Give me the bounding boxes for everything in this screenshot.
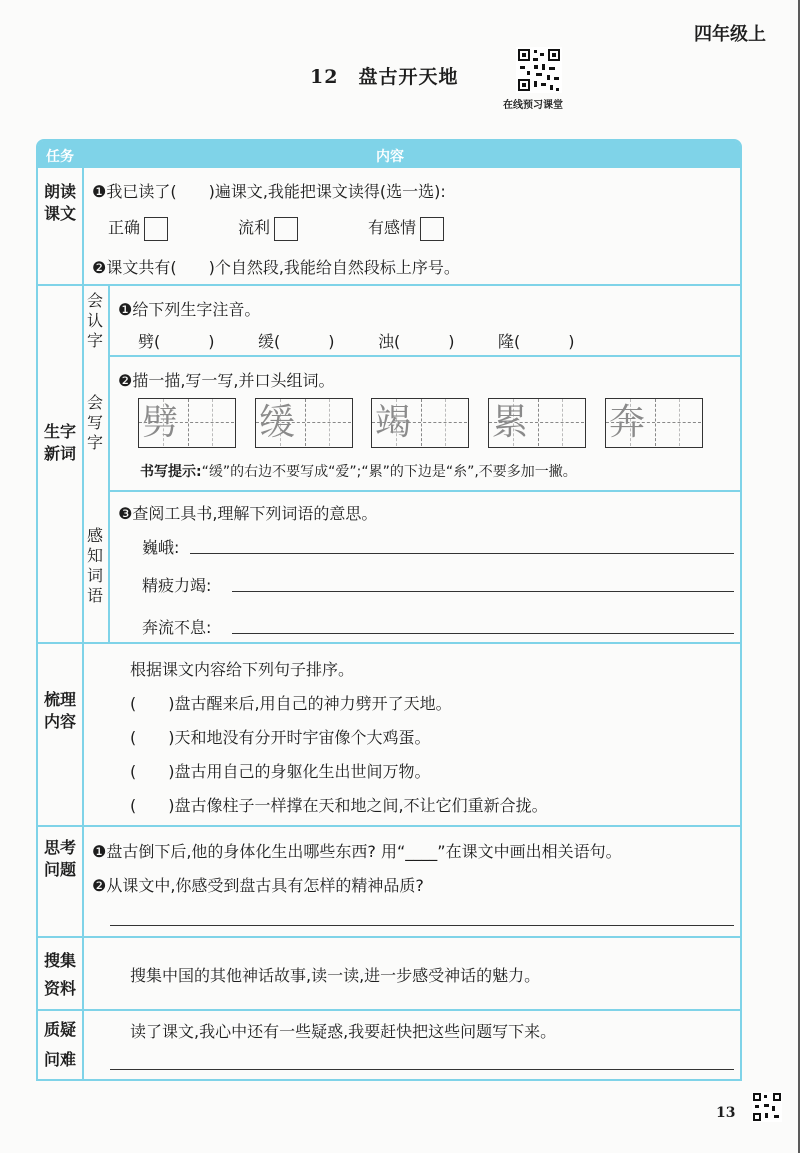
label-collect: 搜集资料 (43, 951, 76, 998)
option-label: 正确 (108, 218, 141, 237)
term: 精疲力竭: (142, 576, 212, 595)
page-number: 13 (716, 1105, 736, 1121)
write-question: ❷描一描,写一写,并口头组词。 (118, 371, 335, 390)
lesson-number: 12 (310, 66, 339, 88)
option-fluent (238, 215, 298, 241)
trace-char: 累 (492, 402, 529, 443)
sort-item[interactable]: ( )盘古醒来后,用自己的神力劈开了天地。 (130, 694, 452, 713)
sort-item[interactable]: ( )盘古用自己的身躯化生出世间万物。 (130, 762, 431, 781)
sublabel-write: 会写字 (86, 393, 103, 452)
term: 奔流不息: (142, 618, 212, 637)
trace-char: 缓 (259, 402, 296, 443)
sort-item[interactable]: ( )天和地没有分开时宇宙像个大鸡蛋。 (130, 728, 431, 747)
qr-code-icon[interactable] (752, 1092, 782, 1122)
option-emotion (368, 215, 444, 241)
trace-char: 劈 (142, 402, 179, 443)
sublabel-perceive: 感知词语 (86, 526, 103, 605)
perceive-question: ❸查阅工具书,理解下列词语的意思。 (118, 504, 378, 523)
checkbox[interactable] (274, 217, 298, 241)
option-label: 有感情 (368, 218, 417, 237)
qr-caption: 在线预习课堂 (503, 100, 563, 111)
label-reading: 朗读课文 (43, 182, 76, 223)
row-divider (38, 284, 740, 286)
label-sort: 梳理内容 (43, 690, 76, 731)
tip-label: 书写提示: (140, 464, 202, 480)
row-divider (38, 936, 740, 938)
answer-line[interactable] (232, 633, 734, 634)
worksheet-table (36, 139, 742, 1081)
think-q2: ❷从课文中,你感受到盘古具有怎样的精神品质? (92, 876, 424, 895)
page-title (310, 62, 458, 89)
writing-tip (140, 461, 577, 481)
sublabel-recognize: 会认字 (86, 291, 103, 350)
trace-char: 奔 (609, 402, 646, 443)
term: 巍峨: (142, 538, 180, 557)
row-divider (38, 825, 740, 827)
header-content: 内容 (376, 149, 404, 165)
checkbox[interactable] (144, 217, 168, 241)
sort-intro: 根据课文内容给下列句子排序。 (130, 660, 355, 679)
qr-code-icon[interactable] (516, 47, 562, 93)
writing-grid[interactable] (605, 398, 703, 448)
writing-grid[interactable] (371, 398, 469, 448)
label-think: 思考问题 (43, 838, 76, 879)
writing-grid[interactable] (255, 398, 353, 448)
sublabel-divider (108, 286, 110, 644)
row-divider (38, 642, 740, 644)
row-divider (38, 1009, 740, 1011)
grade-label: 四年级上 (694, 24, 766, 45)
option-correct (108, 215, 168, 241)
lesson-title: 盘古开天地 (358, 66, 459, 88)
reading-q1: ❶我已读了( )遍课文,我能把课文读得(选一选): (92, 182, 446, 201)
row-divider (108, 355, 740, 357)
table-header (38, 141, 740, 168)
label-question: 质疑问难 (43, 1020, 76, 1069)
option-label: 流利 (238, 218, 271, 237)
answer-line[interactable] (232, 591, 734, 592)
question-text: 读了课文,我心中还有一些疑惑,我要赶快把这些问题写下来。 (130, 1022, 557, 1041)
writing-grid[interactable] (488, 398, 586, 448)
pinyin-item[interactable]: 浊( ) (378, 332, 455, 351)
tip-text: “缓”的右边不要写成“爱”;“累”的下边是“糸”,不要多加一撇。 (201, 464, 577, 480)
sort-item[interactable]: ( )盘古像柱子一样撑在天和地之间,不让它们重新合拢。 (130, 796, 548, 815)
pinyin-item[interactable]: 劈( ) (138, 332, 215, 351)
answer-line[interactable] (190, 553, 734, 554)
writing-grid[interactable] (138, 398, 236, 448)
answer-line[interactable] (110, 925, 734, 926)
header-task: 任务 (46, 149, 74, 165)
row-divider (108, 490, 740, 492)
pinyin-item[interactable]: 隆( ) (498, 332, 575, 351)
collect-text: 搜集中国的其他神话故事,读一读,进一步感受神话的魅力。 (130, 966, 541, 985)
reading-q2: ❷课文共有( )个自然段,我能给自然段标上序号。 (92, 258, 460, 277)
answer-line[interactable] (110, 1069, 734, 1070)
label-new-words: 生字新词 (43, 422, 76, 463)
trace-char: 竭 (375, 402, 412, 443)
pinyin-item[interactable]: 缓( ) (258, 332, 335, 351)
recognize-question: ❶给下列生字注音。 (118, 300, 261, 319)
think-q1: ❶盘古倒下后,他的身体化生出哪些东西? 用“____”在课文中画出相关语句。 (92, 842, 622, 861)
checkbox[interactable] (420, 217, 444, 241)
